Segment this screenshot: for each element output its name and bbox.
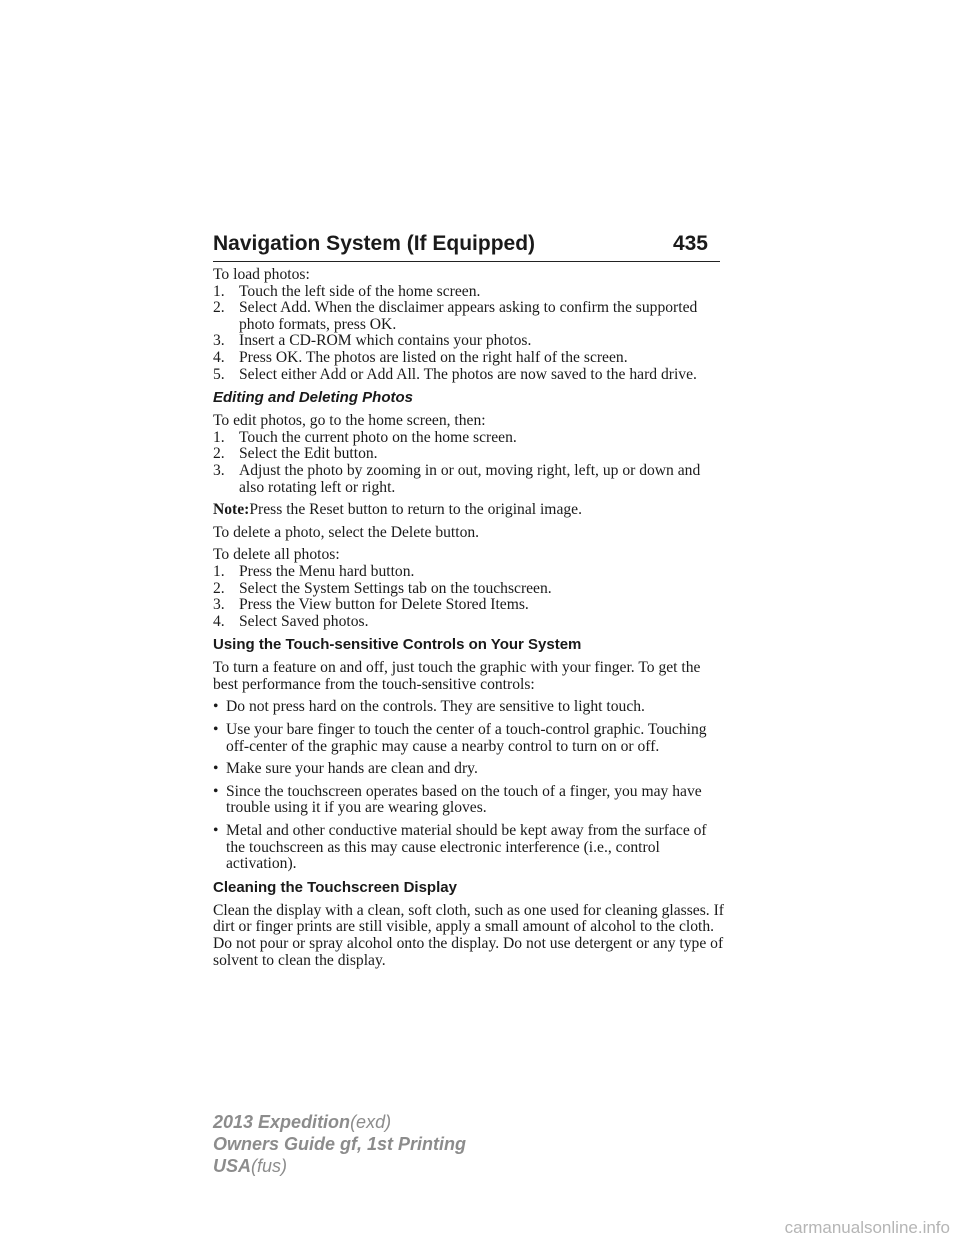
bullet-item: • Make sure your hands are clean and dry. bbox=[213, 760, 478, 778]
page-body bbox=[213, 267, 728, 969]
list-item: 3. Press the View button for Delete Stored Items. bbox=[213, 596, 529, 614]
list-item: 1. Touch the left side of the home screen. bbox=[213, 282, 481, 300]
bullet-icon: • bbox=[213, 721, 219, 739]
list-item: 2. Select the System Settings tab on the touchscreen. bbox=[213, 579, 552, 597]
list-item: 1. Touch the current photo on the home screen. bbox=[213, 428, 517, 446]
list-item: 2. Select the Edit button. bbox=[213, 445, 378, 463]
bullet-item: • Since the touchscreen operates based on the touch of a finger, you may have trouble using it if you are wearing gloves. bbox=[213, 782, 702, 817]
bullet-icon: • bbox=[213, 822, 219, 840]
page-title: Navigation System (If Equipped) bbox=[213, 232, 536, 255]
delete-one-paragraph: To delete a photo, select the Delete button. bbox=[213, 523, 480, 541]
delete-all-intro: To delete all photos: bbox=[213, 546, 340, 564]
note-paragraph: Note:Press the Reset button to return to the original image. bbox=[213, 501, 582, 519]
touch-intro: To turn a feature on and off, just touch the graphic with your finger. To get the best performance from the touch-sensitive controls: bbox=[213, 659, 701, 693]
cleaning-paragraph: Clean the display with a clean, soft cloth, such as one used for cleaning glasses. If dirt or finger prints are still visible, apply a small amount of alcohol to the cloth. Do not pour or spray alcohol onto the display. Do not use detergent or any type of solvent to clean the display. bbox=[213, 901, 724, 969]
list-item: 5. Select either Add or Add All. The photos are now saved to the hard drive. bbox=[213, 365, 697, 383]
list-item: 2. Select Add. When the disclaimer appears asking to confirm the supported photo formats, press OK. bbox=[213, 299, 698, 333]
bullet-icon: • bbox=[213, 782, 219, 800]
bullet-icon: • bbox=[213, 760, 219, 778]
page-header bbox=[213, 225, 720, 262]
section-heading-cleaning: Cleaning the Touchscreen Display bbox=[213, 878, 457, 896]
note-label: Note: bbox=[213, 501, 250, 519]
list-item: 3. Insert a CD-ROM which contains your photos. bbox=[213, 332, 532, 350]
bullet-icon: • bbox=[213, 698, 219, 716]
section-heading-editing: Editing and Deleting Photos bbox=[213, 389, 413, 407]
page-number: 435 bbox=[672, 232, 708, 255]
page-footer: 2013 Expedition(exd) Owners Guide gf, 1st Printing USA(fus) bbox=[213, 1112, 467, 1176]
list-item: 4. Select Saved photos. bbox=[213, 612, 369, 630]
edit-intro: To edit photos, go to the home screen, then: bbox=[213, 412, 486, 430]
list-item: 4. Press OK. The photos are listed on the right half of the screen. bbox=[213, 348, 628, 366]
list-item: 1. Press the Menu hard button. bbox=[213, 562, 415, 580]
load-intro: To load photos: bbox=[213, 266, 310, 283]
section-heading-touch: Using the Touch-sensitive Controls on Your System bbox=[213, 636, 582, 654]
watermark: carmanualsonline.info bbox=[784, 1218, 950, 1237]
bullet-item: • Do not press hard on the controls. They are sensitive to light touch. bbox=[213, 698, 645, 716]
bullet-item: • Use your bare finger to touch the center of a touch-control graphic. Touching off-center of the graphic may cause a nearby control to turn on or off. bbox=[213, 721, 707, 755]
list-item: 3. Adjust the photo by zooming in or out, moving right, left, up or down and also rotating left or right. bbox=[213, 461, 701, 496]
bullet-item: • Metal and other conductive material should be kept away from the surface of the touchscreen as this may cause electronic interference (i.e., control activation). bbox=[213, 822, 707, 873]
